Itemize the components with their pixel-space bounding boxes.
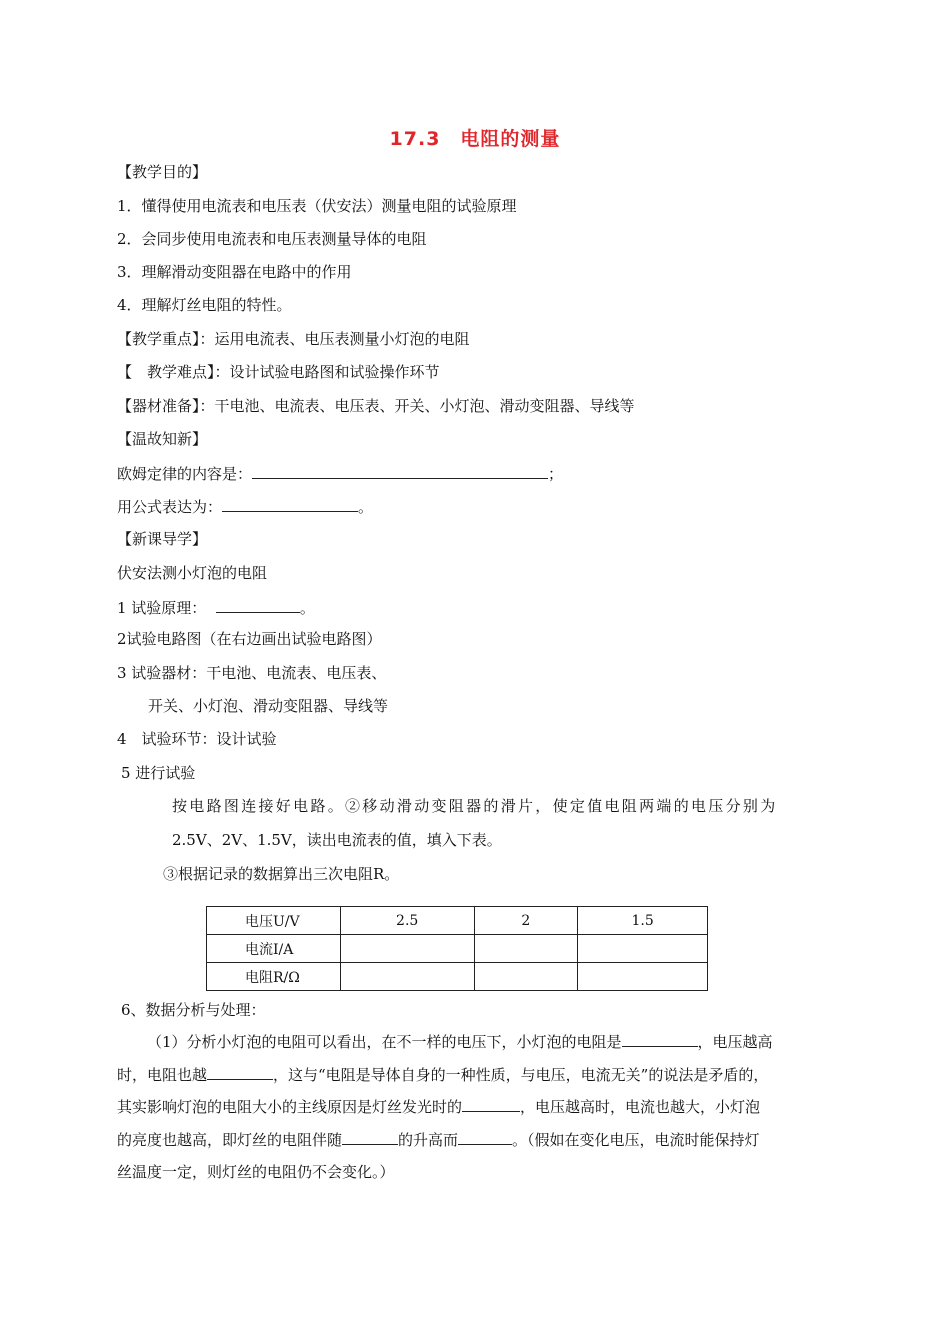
formula-blank[interactable] [222, 496, 358, 512]
teaching-difficulty: 【 教学难点】：设计试验电路图和试验操作环节 [117, 363, 440, 381]
formula-line [117, 496, 373, 517]
step3-line: 3 试验器材：干电池、电流表、电压表、 [117, 664, 387, 682]
ohm-law-blank[interactable] [252, 463, 548, 479]
analysis-paragraph [117, 1026, 839, 1189]
objective-item: 2．会同步使用电流表和电压表测量导体的电阻 [117, 230, 427, 248]
table-row [207, 907, 708, 935]
step5-line: 5 进行试验 [121, 764, 196, 782]
table-cell[interactable] [340, 963, 474, 991]
analysis-line-5: 丝温度一定，则灯丝的电阻仍不会变化。） [117, 1163, 395, 1181]
step5-paragraph-3: ③根据记录的数据算出三次电阻R。 [163, 865, 400, 883]
principle-blank[interactable] [216, 597, 300, 613]
analysis-line-2: 时，电阻也越 ，这与“电阻是导体自身的一种性质，与电压，电流无关”的说法是矛盾的， [117, 1065, 769, 1084]
answer-blank[interactable] [462, 1096, 520, 1112]
step6-line: 6、数据分析与处理： [121, 1001, 266, 1019]
table-cell[interactable] [578, 963, 708, 991]
step5-paragraph-1: 按电路图连接好电路。②移动滑动变阻器的滑片，使定值电阻两端的电压分别为 [172, 797, 778, 815]
answer-blank[interactable] [458, 1129, 512, 1145]
table-row [207, 935, 708, 963]
row-label: 电阻R/Ω [207, 963, 341, 991]
ohm-law-line [117, 463, 563, 484]
row-label: 电压U/V [207, 907, 341, 935]
new-lesson-heading: 【新课导学】 [117, 530, 208, 548]
table-cell: 1.5 [578, 907, 708, 935]
analysis-line-1: （1）分析小灯泡的电阻可以看出，在不一样的电压下，小灯泡的电阻是 ，电压越高 [147, 1033, 773, 1051]
objectives-heading: 【教学目的】 [117, 163, 208, 181]
ohm-law-end: ； [548, 465, 564, 483]
table-row [207, 963, 708, 991]
objective-item: 4．理解灯丝电阻的特性。 [117, 296, 292, 314]
step1-line [117, 597, 315, 618]
analysis-line-4: 的亮度也越高，即灯丝的电阻伴随 的升高而 。（假如在变化电压，电流时能保持灯 [117, 1130, 760, 1149]
ohm-law-label: 欧姆定律的内容是： [117, 465, 253, 483]
table-cell: 2 [474, 907, 578, 935]
answer-blank[interactable] [342, 1129, 398, 1145]
step3-continued: 开关、小灯泡、滑动变阻器、导线等 [148, 697, 389, 715]
step2-line: 2试验电路图（在右边画出试验电路图） [117, 630, 382, 648]
row-label: 电流I/A [207, 935, 341, 963]
step1-label: 1 试验原理： [117, 599, 207, 617]
objective-item: 1．懂得使用电流表和电压表（伏安法）测量电阻的试验原理 [117, 197, 517, 215]
table-cell[interactable] [578, 935, 708, 963]
answer-blank[interactable] [207, 1064, 273, 1080]
topic-line: 伏安法测小灯泡的电阻 [117, 564, 268, 582]
answer-blank[interactable] [622, 1031, 698, 1047]
step4-line: 4 试验环节：设计试验 [117, 730, 277, 748]
step1-end: 。 [299, 599, 315, 617]
formula-end: 。 [358, 498, 374, 516]
table-cell[interactable] [474, 963, 578, 991]
data-table [206, 906, 708, 991]
table-cell[interactable] [340, 935, 474, 963]
step5-paragraph-2: 2.5V、2V、1.5V，读出电流表的值，填入下表。 [172, 831, 502, 849]
materials-list: 【器材准备】：干电池、电流表、电压表、开关、小灯泡、滑动变阻器、导线等 [117, 397, 635, 415]
objective-item: 3．理解滑动变阻器在电路中的作用 [117, 263, 352, 281]
review-heading: 【温故知新】 [117, 430, 208, 448]
analysis-line-3: 其实影响灯泡的电阻大小的主线原因是灯丝发光时的 ，电压越高时，电流也越大，小灯泡 [117, 1098, 761, 1116]
formula-label: 用公式表达为： [117, 498, 223, 516]
table-cell[interactable] [474, 935, 578, 963]
page-title: 17.3 电阻的测量 [389, 128, 561, 150]
teaching-focus: 【教学重点】：运用电流表、电压表测量小灯泡的电阻 [117, 330, 470, 348]
table-cell: 2.5 [340, 907, 474, 935]
